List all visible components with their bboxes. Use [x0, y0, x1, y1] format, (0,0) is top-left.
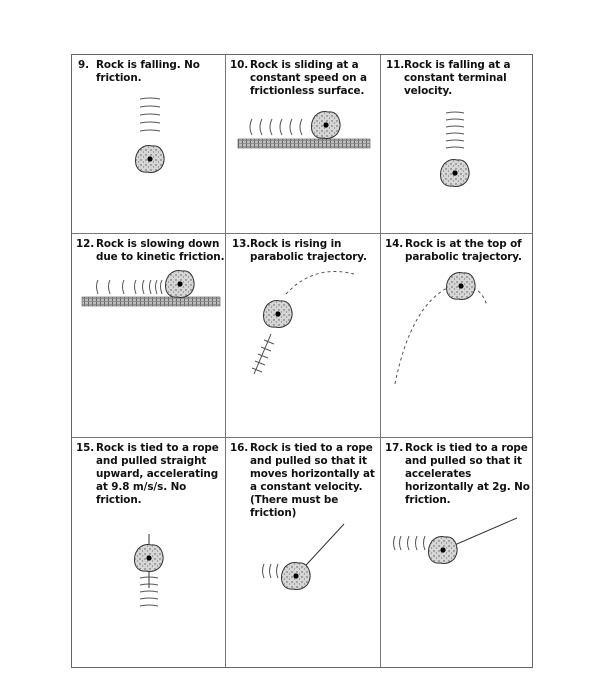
rock [263, 301, 292, 328]
rope-accelerating-illustration [381, 438, 534, 669]
cell-number: 15. [76, 442, 95, 454]
cell-9 [72, 55, 225, 233]
cell-11 [381, 55, 534, 233]
falling-rock-illustration [72, 55, 225, 233]
cell-15 [72, 438, 225, 669]
cell-description: Rock is tied to a rope and pulled so that it moves horizontally at a constant velocity. (There must be friction) [250, 442, 375, 519]
trajectory-path [473, 288, 487, 306]
ground-surface [238, 139, 370, 148]
rock [134, 545, 163, 572]
ground-surface [82, 297, 220, 306]
cell-16 [226, 438, 380, 669]
cell-description: Rock is slowing down due to kinetic friction. [96, 238, 225, 263]
trajectory-path [395, 286, 451, 384]
cell-number: 17. [385, 442, 404, 454]
cell-description: Rock is at the top of parabolic trajectory. [405, 238, 522, 263]
cell-10 [226, 55, 380, 233]
rock [135, 146, 164, 173]
rock [428, 537, 457, 564]
rock [165, 271, 194, 298]
cell-13 [226, 234, 380, 437]
cell-description: Rock is rising in parabolic trajectory. [250, 238, 367, 263]
top-of-trajectory-illustration [381, 234, 534, 437]
sliding-rock-illustration [226, 55, 380, 233]
motion-lines [252, 334, 274, 374]
cell-12 [72, 234, 225, 437]
rock [440, 160, 469, 187]
rising-trajectory-illustration [226, 234, 380, 437]
trajectory-path [286, 272, 354, 295]
cell-17 [381, 438, 534, 669]
rock [311, 112, 340, 139]
cell-number: 12. [76, 238, 95, 250]
terminal-velocity-rock-illustration [381, 55, 534, 233]
cell-description: Rock is tied to a rope and pulled straight upward, accelerating at 9.8 m/s/s. No friction. [96, 442, 219, 506]
cell-14 [381, 234, 534, 437]
rock [281, 563, 310, 590]
friction-rock-illustration [72, 234, 225, 437]
cell-description: Rock is falling at a constant terminal velocity. [404, 59, 511, 97]
motion-lines [446, 112, 464, 148]
cell-description: Rock is sliding at a constant speed on a frictionless surface. [250, 59, 367, 97]
diagram-grid [71, 54, 533, 668]
motion-lines [140, 98, 160, 131]
cell-number: 10. [230, 59, 249, 71]
cell-number: 16. [230, 442, 249, 454]
rope-upward-illustration [72, 438, 225, 669]
cell-number: 9. [78, 59, 89, 71]
cell-description: Rock is falling. No friction. [96, 59, 200, 84]
motion-lines [250, 119, 302, 135]
rock [446, 273, 475, 300]
cell-number: 14. [385, 238, 404, 250]
rope-constant-velocity-illustration [226, 438, 380, 669]
motion-lines [263, 564, 279, 578]
cell-number: 11. [386, 59, 405, 71]
motion-lines [394, 536, 426, 550]
cell-description: Rock is tied to a rope and pulled so that it accelerates horizontally at 2g. No friction. [405, 442, 530, 506]
motion-lines [97, 280, 163, 294]
cell-number: 13. [232, 238, 251, 250]
